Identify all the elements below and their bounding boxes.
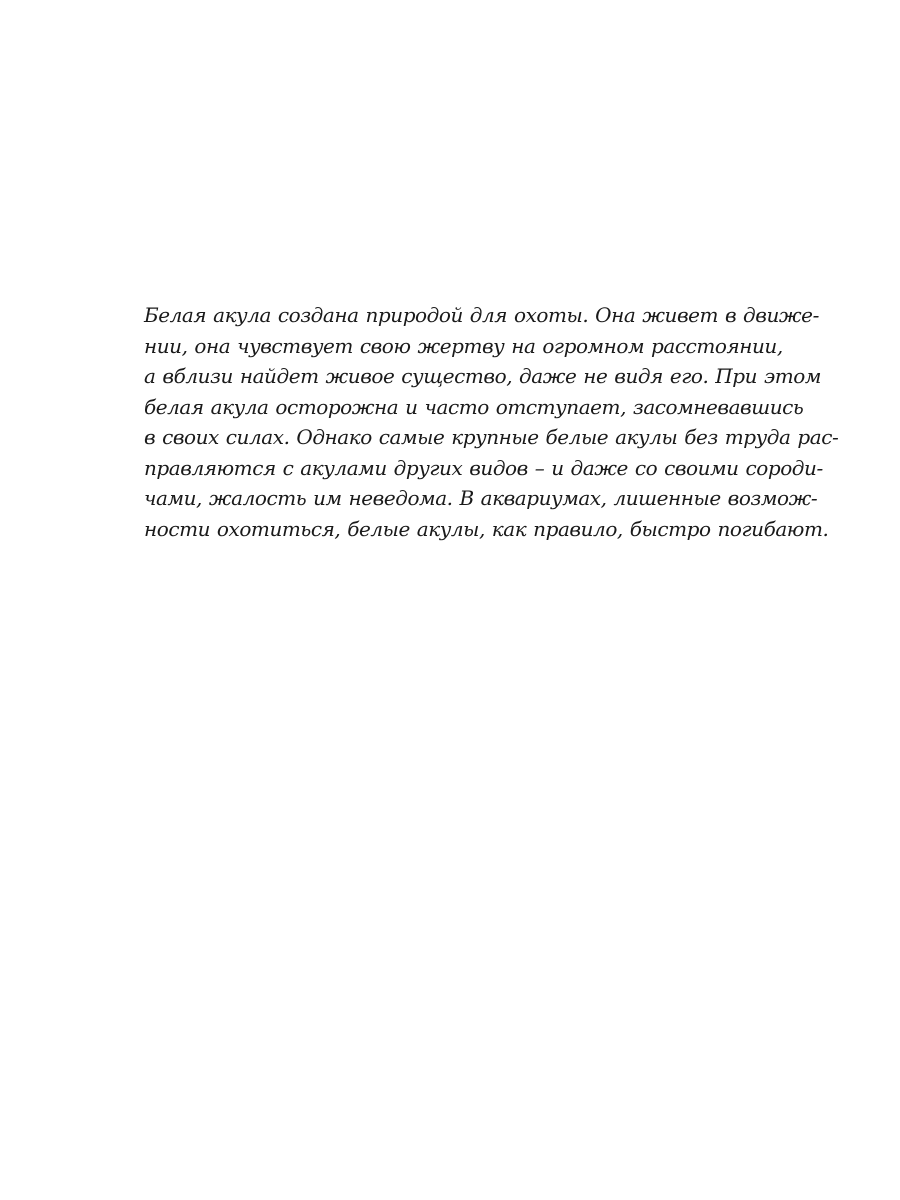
paragraph-line: Белая акула создана природой для охоты. Она живет в движе-: [144, 303, 819, 327]
paragraph-line: в своих силах. Однако самые крупные белые акулы без труда рас-: [144, 425, 839, 449]
paragraph-line: а вблизи найдет живое существо, даже не видя его. При этом: [144, 364, 821, 388]
paragraph-line: чами, жалость им неведома. В аквариумах, лишенные возмож-: [144, 486, 818, 510]
body-paragraph: [144, 300, 839, 544]
paragraph-line: правляются с акулами других видов – и даже со своими сороди-: [144, 455, 823, 480]
paragraph-line: нии, она чувствует свою жертву на огромном расстоянии,: [144, 333, 783, 358]
paragraph-line: ности охотиться, белые акулы, как правило, быстро погибают.: [144, 516, 829, 541]
paragraph-line: белая акула осторожна и часто отступает, засомневавшись: [144, 394, 804, 419]
